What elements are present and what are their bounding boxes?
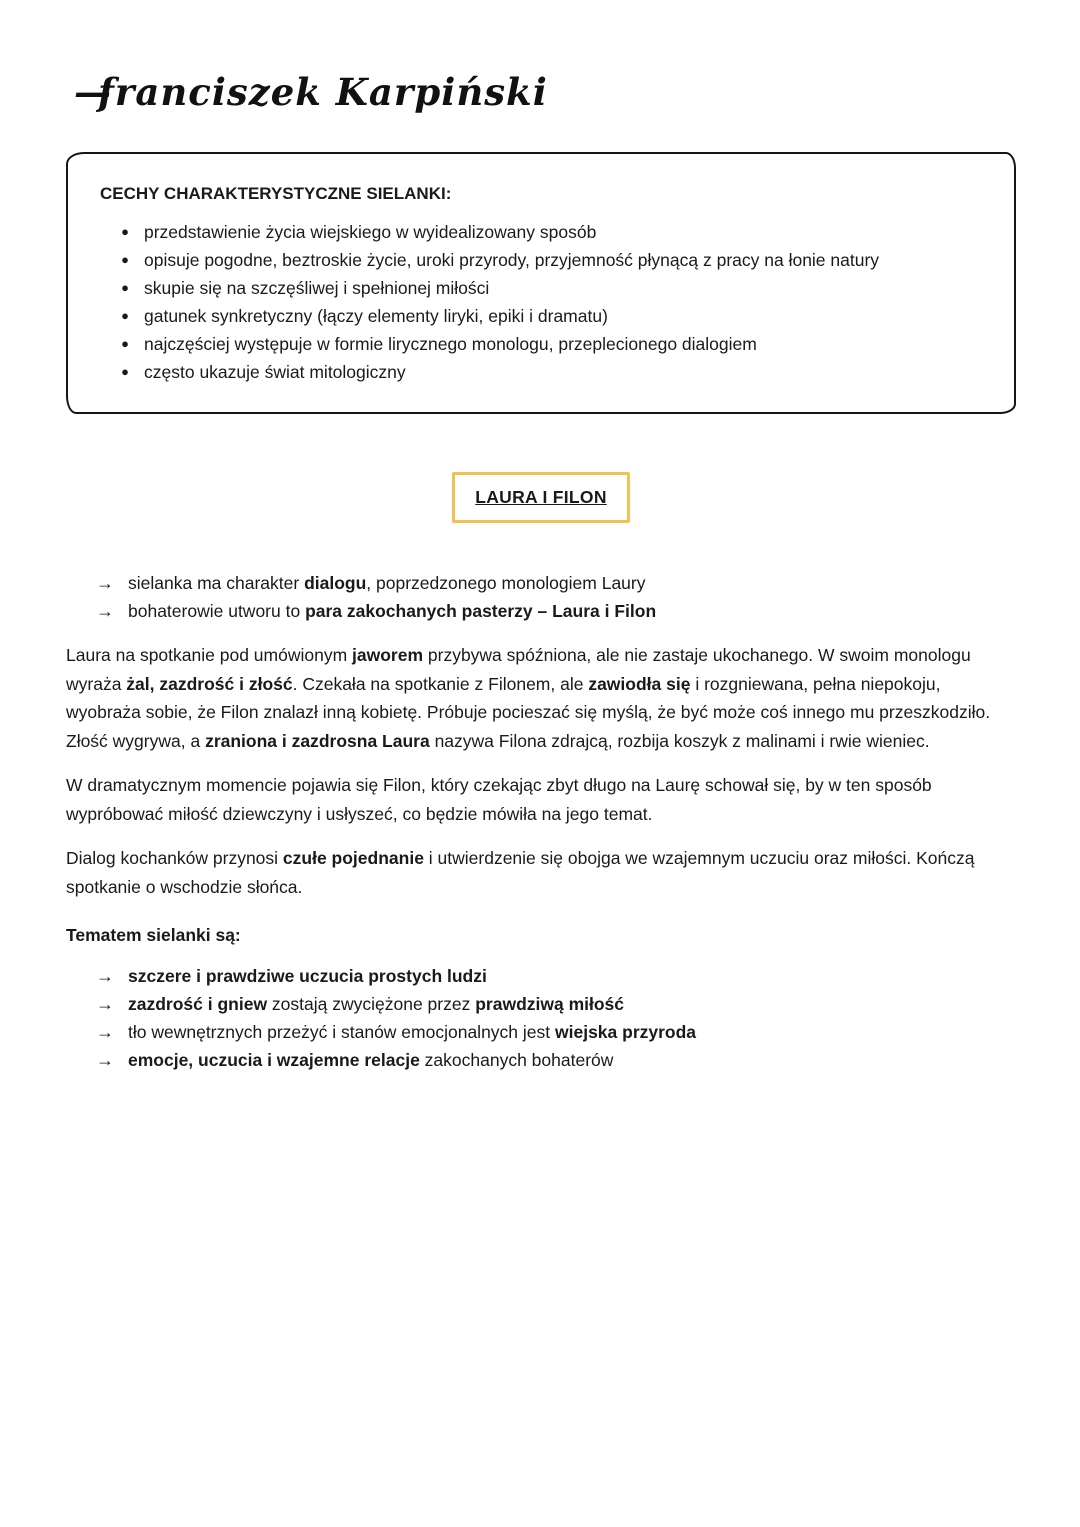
arrow-icon: → [96, 573, 114, 593]
list-item [100, 274, 982, 302]
list-item [100, 358, 982, 386]
intro-arrow-list [66, 569, 1016, 625]
bullet-icon: ● [121, 364, 129, 379]
paragraph: Dialog kochanków przynosi czułe pojednanie i utwierdzenie się obojga we wzajemnym uczuciu oraz miłości. Kończą spotkanie o wschodzie słońca. [66, 848, 975, 897]
themes-heading: Tematem sielanki są: [66, 925, 241, 945]
arrow-item-text: sielanka ma charakter dialogu, poprzedzonego monologiem Laury [128, 573, 646, 593]
list-item [100, 330, 982, 358]
bullet-text: często ukazuje świat mitologiczny [144, 362, 406, 382]
bullet-text: gatunek synkretyczny (łączy elementy liryki, epiki i dramatu) [144, 306, 608, 326]
themes-arrow-list [66, 962, 1016, 1074]
list-item [100, 302, 982, 330]
bullet-icon: ● [121, 280, 129, 295]
features-box [66, 152, 1016, 414]
section-title: LAURA I FILON [475, 487, 607, 507]
arrow-item-text: szczere i prawdziwe uczucia prostych ludzi [128, 966, 487, 986]
list-item [100, 246, 982, 274]
features-bullet-list [100, 218, 982, 386]
arrow-item-text: zazdrość i gniew zostają zwyciężone przez prawdziwą miłość [128, 994, 625, 1014]
list-item [66, 990, 1016, 1018]
arrow-icon: → [96, 1022, 114, 1042]
bullet-text: przedstawienie życia wiejskiego w wyidealizowany sposób [144, 222, 597, 242]
bullet-text: opisuje pogodne, beztroskie życie, uroki przyrody, przyjemność płynącą z pracy na łonie natury [144, 250, 880, 270]
arrow-icon: → [96, 1050, 114, 1070]
paragraphs [66, 641, 1016, 901]
arrow-icon: → [96, 601, 114, 621]
paragraph: W dramatycznym momencie pojawia się Filon, który czekając zbyt długo na Laurę schował się, by w ten sposób wypróbować miłość dziewczyny i usłyszeć, co będzie mówiła na jego temat. [66, 775, 932, 824]
section-title-box [452, 472, 630, 523]
arrow-icon: → [96, 994, 114, 1014]
bullet-text: skupie się na szczęśliwej i spełnionej miłości [144, 278, 490, 298]
list-item [100, 218, 982, 246]
list-item [66, 1046, 1016, 1074]
paragraph: Laura na spotkanie pod umówionym jaworem przybywa spóźniona, ale nie zastaje ukochanego. W swoim monologu wyraża żal, zazdrość i złość. Czekała na spotkanie z Filonem, ale zawiodła się i rozgniewana, pełna niepokoju, wyobraża sobie, że Filon znalazł inną kobietę. Próbuje pocieszać się myślą, że być może coś innego mu przeszkodziło. Złość wygrywa, a zraniona i zazdrosna Laura nazywa Filona zdrajcą, rozbija koszyk z malinami i rwie wieniec. [66, 645, 991, 751]
section-box-wrap [66, 472, 1016, 523]
list-item [66, 597, 1016, 625]
bullet-text: najczęściej występuje w formie lirycznego monologu, przeplecionego dialogiem [144, 334, 757, 354]
bullet-icon: ● [121, 224, 129, 239]
list-item [66, 1018, 1016, 1046]
arrow-item-text: emocje, uczucia i wzajemne relacje zakochanych bohaterów [128, 1050, 614, 1070]
bullet-icon: ● [121, 336, 129, 351]
page-title: — franciszek Karpiński [74, 70, 1016, 114]
list-item [66, 569, 1016, 597]
list-item [66, 962, 1016, 990]
arrow-icon: → [96, 966, 114, 986]
features-box-heading: CECHY CHARAKTERYSTYCZNE SIELANKI: [100, 184, 452, 203]
bullet-icon: ● [121, 308, 129, 323]
arrow-item-text: bohaterowie utworu to para zakochanych pasterzy – Laura i Filon [128, 601, 657, 621]
bullet-icon: ● [121, 252, 129, 267]
arrow-item-text: tło wewnętrznych przeżyć i stanów emocjonalnych jest wiejska przyroda [128, 1022, 697, 1042]
